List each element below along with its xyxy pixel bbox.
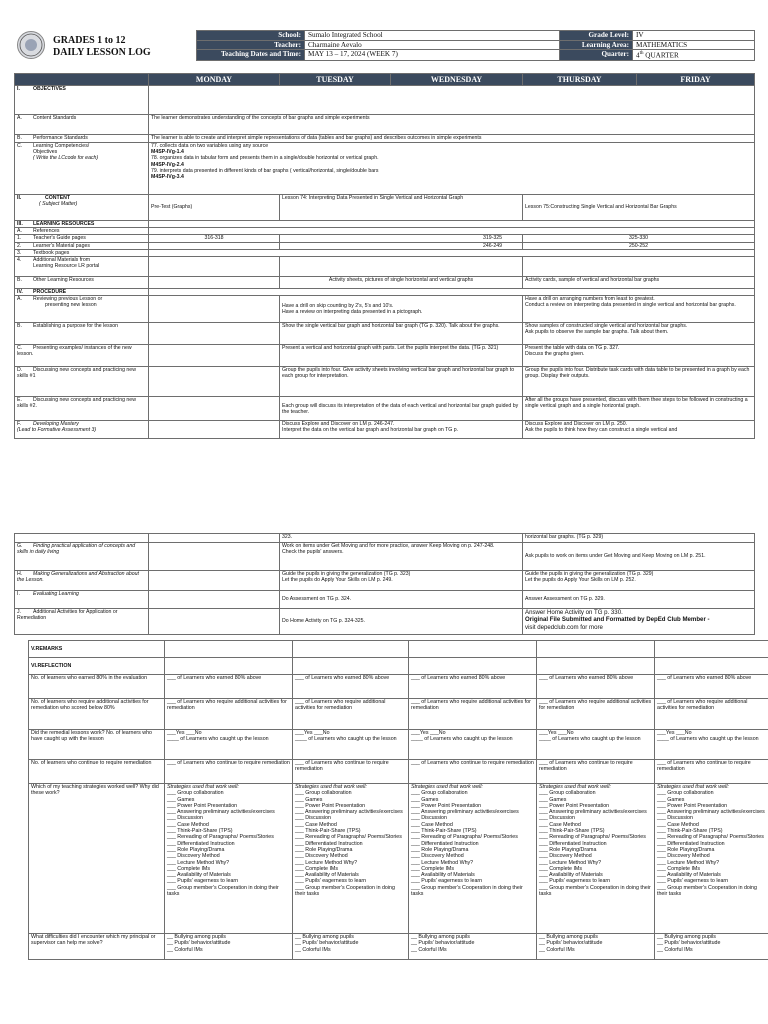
strategy-item: ___ Discussion: [167, 815, 203, 822]
day-monday: MONDAY: [149, 74, 280, 86]
strategies-wednesday: [409, 784, 537, 934]
reflection-q1: No. of learners who earned 80% in the evaluation: [29, 675, 165, 699]
strategy-item: ___ Power Point Presentation: [167, 802, 238, 809]
school-value: Sumalo Integrated School: [305, 31, 560, 41]
difficulty-item: __ Colorful IMs: [167, 946, 203, 953]
reflection-a2-tuesday: ___ of Learners who require additional activities for remediation: [293, 699, 409, 730]
strategy-item: ___ Differentiated Instruction: [411, 840, 479, 847]
reflection-a2-wednesday: ___ of Learners who require additional activities for remediation: [409, 699, 537, 730]
reflection-a3-wednesday: ___Yes ___No ____ of Learners who caught up the lesson: [409, 730, 537, 760]
procedure-heading: IV. PROCEDURE: [15, 289, 149, 296]
strategy-item: ___ Group member's Cooperation in doing their tasks: [411, 884, 523, 898]
strategy-item: ___ Discussion: [411, 815, 447, 822]
strategies-title: Strategies used that work well:: [539, 784, 611, 790]
quarter-value: 4th QUARTER: [633, 50, 755, 61]
reflection-a3-thursday: ___Yes ___No ____ of Learners who caught up the lesson: [537, 730, 655, 760]
procedure-d-label: D. Discussing new concepts and practicing new skills #1: [15, 367, 149, 397]
quarter-label: Quarter:: [560, 50, 633, 61]
strategy-item: ___ Pupils' eagerness to learn: [411, 878, 483, 885]
strategy-item: ___ Think-Pair-Share (TPS): [295, 828, 361, 835]
strategy-item: ___ Pupils' eagerness to learn: [295, 878, 367, 885]
log-title: [53, 35, 151, 59]
strategies-title: Strategies used that work well:: [167, 784, 239, 790]
strategy-item: ___ Differentiated Instruction: [167, 840, 235, 847]
log-title-line2: DAILY LESSON LOG: [53, 47, 151, 58]
procedure-blank: [149, 289, 755, 296]
difficulty-item: __ Pupils' behavior/attitude: [539, 940, 603, 947]
teaching-dates-label: Teaching Dates and Time:: [197, 50, 305, 61]
learning-resources-heading: III. LEARNING RESOURCES: [15, 221, 149, 228]
reflection-a4-thursday: ___ of Learners who continue to require remediation: [537, 760, 655, 784]
reflection-q4: No. of learners who continue to require remediation: [29, 760, 165, 784]
strategy-item: ___ Group collaboration: [411, 790, 468, 797]
strategy-item: ___ Discussion: [295, 815, 331, 822]
procedure-i-thursday: Answer Assessment on TG p. 329.: [523, 591, 755, 609]
procedure-j-thursday: Answer Home Activity on TG p. 330. Original File Submitted and Formatted by DepEd Club Member - visit depedclub.com for more: [523, 609, 755, 635]
strategy-item: ___ Rereading of Paragraphs/ Poems/Stories: [167, 834, 274, 841]
teachers-guide-wednesday: 319-325: [280, 235, 523, 242]
learning-competencies-label: C. Learning Competencies/ Objectives ( Write the LCcode for each): [15, 143, 149, 195]
procedure-f-tuesday-cont: 323.: [280, 534, 523, 543]
procedure-c-tuesday: Present a vertical and horizontal graph with parts. Let the pupils interpret the data. (TG p. 321): [280, 345, 523, 367]
reflection-a4-tuesday: ___ of Learners who continue to require remediation: [293, 760, 409, 784]
learning-resources-blank: [149, 221, 755, 228]
textbook-label: 3. Textbook pages: [15, 249, 149, 256]
strategy-item: ___ Discovery Method: [411, 853, 464, 860]
strategy-item: ___ Role Playing/Drama: [539, 846, 597, 853]
strategy-item: ___ Power Point Presentation: [411, 802, 482, 809]
procedure-d-thursday: Group the pupils into four. Distribute task cards with data table to be presented in a graph by each group. Display their outputs.: [523, 367, 755, 397]
procedure-c-label: C. Presenting examples/ instances of the new lesson.: [15, 345, 149, 367]
strategy-item: ___ Power Point Presentation: [295, 802, 366, 809]
difficulty-item: __ Pupils' behavior/attitude: [411, 940, 475, 947]
strategy-item: ___ Case Method: [167, 821, 209, 828]
log-title-line1: GRADES 1 to 12: [53, 35, 126, 46]
strategies-title: Strategies used that work well:: [295, 784, 367, 790]
strategy-item: ___ Discovery Method: [295, 853, 348, 860]
strategy-item: ___ Group collaboration: [539, 790, 596, 797]
procedure-a-label: A. Reviewing previous Lesson or presenting new lesson: [15, 296, 149, 323]
credit-line2: visit depedclub.com for more: [525, 623, 603, 631]
strategy-item: ___ Think-Pair-Share (TPS): [657, 828, 723, 835]
procedure-g-label: G. Finding practical application of concepts and skills in daily living: [15, 543, 149, 571]
strategy-item: ___ Think-Pair-Share (TPS): [167, 828, 233, 835]
lesson-log-table-continued: [14, 533, 755, 635]
reflection-a2-monday: ___ of Learners who require additional activities for remediation: [165, 699, 293, 730]
strategy-item: ___ Role Playing/Drama: [295, 846, 353, 853]
strategy-item: ___ Pupils' eagerness to learn: [539, 878, 611, 885]
days-header-blank: [15, 74, 149, 86]
strategy-item: ___ Answering preliminary activities/exercises: [539, 809, 647, 816]
reflection-table: [28, 640, 768, 960]
strategy-item: ___ Think-Pair-Share (TPS): [411, 828, 477, 835]
procedure-b-tuesday: Show the single vertical bar graph and horizontal bar graph (TG p. 320). Talk about the graphs.: [280, 323, 523, 345]
strategy-item: ___ Answering preliminary activities/exercises: [411, 809, 519, 816]
strategy-item: ___ Availability of Materials: [411, 872, 475, 879]
procedure-j-label: J. Additional Activities for Application or Remediation: [15, 609, 149, 635]
procedure-j-tuesday: Do Home Activity on TG p. 324-325.: [280, 609, 523, 635]
difficulties-wednesday: [409, 934, 537, 960]
procedure-d-tuesday: Group the pupils into four. Give activity sheets involving vertical bar graph and horizontal bar graph to each group for interpretation.: [280, 367, 523, 397]
content-thursday: Lesson 75:Constructing Single Vertical and Horizontal Bar Graphs: [523, 195, 755, 221]
teachers-guide-monday: 316-318: [149, 235, 280, 242]
strategy-item: ___ Lecture Method Why?: [167, 859, 230, 866]
strategy-item: ___ Group member's Cooperation in doing their tasks: [657, 884, 757, 898]
strategy-item: ___ Answering preliminary activities/exercises: [167, 809, 275, 816]
procedure-a-tuesday: Have a drill on skip counting by 2's, 5's and 10's. Have a review on interpreting data presented in a pictograph.: [280, 296, 523, 323]
reflection-a4-friday: ___ of Learners who continue to require remediation: [655, 760, 768, 784]
difficulty-item: __ Bullying among pupils: [295, 934, 354, 940]
procedure-g-tuesday: Work on items under Get Moving and for more practice, answer Keep Moving on p. 247-248. Check the pupils' answers.: [280, 543, 523, 571]
strategy-item: ___ Differentiated Instruction: [657, 840, 725, 847]
objectives-blank: [149, 86, 755, 115]
reflection-q5: Which of my teaching strategies worked well? Why did these work?: [29, 784, 165, 934]
reflection-a1-monday: ___ of Learners who earned 80% above: [165, 675, 293, 699]
strategy-item: ___ Group collaboration: [657, 790, 714, 797]
strategy-item: ___ Complete IMs: [411, 865, 454, 872]
day-tuesday: TUESDAY: [280, 74, 391, 86]
reflection-a3-tuesday: ___Yes ___No ____ of Learners who caught up the lesson: [293, 730, 409, 760]
reflection-a2-thursday: ___ of Learners who require additional activities for remediation: [537, 699, 655, 730]
difficulty-item: __ Bullying among pupils: [167, 934, 226, 940]
reflection-q3: Did the remedial lessons work? No. of learners who have caught up with the lesson: [29, 730, 165, 760]
reflection-a4-monday: ___ of Learners who continue to require remediation: [165, 760, 293, 784]
procedure-h-thursday: Guide the pupils in giving the generalization (TG p. 329) Let the pupils do Apply Your Skills on LM p. 252.: [523, 571, 755, 591]
strategies-title: Strategies used that work well:: [411, 784, 483, 790]
procedure-i-tuesday: Do Assessment on TG p. 324.: [280, 591, 523, 609]
learners-material-wednesday: 246-249: [280, 242, 523, 249]
strategy-item: ___ Role Playing/Drama: [411, 846, 469, 853]
strategy-item: ___ Group member's Cooperation in doing their tasks: [167, 884, 279, 898]
other-resources-tuesday: Activity sheets, pictures of single horizontal and vertical graphs: [280, 277, 523, 289]
teacher-value: Charmaine Aevalo: [305, 40, 560, 50]
reflection-a1-thursday: ___ of Learners who earned 80% above: [537, 675, 655, 699]
strategy-item: ___ Discovery Method: [657, 853, 710, 860]
difficulties-tuesday: [293, 934, 409, 960]
strategy-item: ___ Lecture Method Why?: [657, 859, 720, 866]
reflection-a3-friday: ___Yes ___No ____ of Learners who caught up the lesson: [655, 730, 768, 760]
strategy-item: ___ Power Point Presentation: [539, 802, 610, 809]
difficulty-item: __ Bullying among pupils: [539, 934, 598, 940]
strategy-item: ___ Games: [657, 796, 685, 803]
strategy-item: ___ Complete IMs: [539, 865, 582, 872]
teachers-guide-label: 1. Teacher's Guide pages: [15, 235, 149, 242]
strategy-item: ___ Complete IMs: [657, 865, 700, 872]
reflection-a1-friday: ___ of Learners who earned 80% above: [655, 675, 768, 699]
strategy-item: ___ Answering preliminary activities/exercises: [657, 809, 765, 816]
strategy-item: ___ Think-Pair-Share (TPS): [539, 828, 605, 835]
learners-material-label: 2. Learner's Material pages: [15, 242, 149, 249]
content-standards-text: The learner demonstrates understanding of the concepts of bar graphs and simple experiments: [149, 115, 755, 135]
performance-standards-text: The learner is able to create and interpret simple representations of data (tables and bar graphs) and describes outcomes in simple experiments: [149, 135, 755, 143]
difficulties-monday: [165, 934, 293, 960]
strategy-item: ___ Complete IMs: [167, 865, 210, 872]
strategy-item: ___ Complete IMs: [295, 865, 338, 872]
strategy-item: ___ Games: [539, 796, 567, 803]
strategy-item: ___ Games: [167, 796, 195, 803]
procedure-g-thursday: Ask pupils to work on items under Get Moving and Keep Moving on LM p. 251.: [523, 543, 755, 571]
reflection-a4-wednesday: ___ of Learners who continue to require remediation: [409, 760, 537, 784]
difficulties-friday: [655, 934, 768, 960]
procedure-f-thursday-cont: horizontal bar graphs. (TG p. 329): [523, 534, 755, 543]
procedure-e-tuesday: Each group will discuss its interpretation of the data of each vertical and horizontal bar graph guided by the teacher.: [280, 397, 523, 421]
strategy-item: ___ Availability of Materials: [167, 872, 231, 879]
strategies-thursday: [537, 784, 655, 934]
procedure-h-label: H. Making Generalizations and Abstraction about the Lesson.: [15, 571, 149, 591]
textbook-blank: [149, 249, 755, 256]
procedure-b-thursday: Show samples of constructed single vertical and horizontal bar graphs. Ask pupils to observe the sample bar graphs. Talk about them.: [523, 323, 755, 345]
teaching-dates-value: MAY 13 – 17, 2024 (WEEK 7): [305, 50, 560, 61]
school-label: School:: [197, 31, 305, 41]
header-table: [196, 30, 755, 61]
day-wednesday: WEDNESDAY: [391, 74, 523, 86]
day-thursday: THURSDAY: [523, 74, 637, 86]
strategy-item: ___ Discovery Method: [539, 853, 592, 860]
procedure-c-thursday: Present the table with data on TG p. 327. Discuss the graphs given.: [523, 345, 755, 367]
strategy-item: ___ Differentiated Instruction: [295, 840, 363, 847]
reflection-q6: What difficulties did I encounter which my principal or supervisor can help me solve?: [29, 934, 165, 960]
other-resources-thursday: Activity cards, sample of vertical and horizontal bar graphs: [523, 277, 755, 289]
objectives-heading: I. OBJECTIVES: [15, 86, 149, 115]
strategy-item: ___ Discovery Method: [167, 853, 220, 860]
difficulty-item: __ Bullying among pupils: [657, 934, 716, 940]
procedure-a-thursday: Have a drill on arranging numbers from least to greatest. Conduct a review on interpreting data presented in single vertical and horizontal bar graphs.: [523, 296, 755, 323]
strategy-item: ___ Case Method: [411, 821, 453, 828]
strategy-item: ___ Discussion: [657, 815, 693, 822]
strategy-item: ___ Role Playing/Drama: [657, 846, 715, 853]
strategies-monday: [165, 784, 293, 934]
grade-level-label: Grade Level:: [560, 31, 633, 41]
strategy-item: ___ Lecture Method Why?: [539, 859, 602, 866]
difficulty-item: __ Colorful IMs: [657, 946, 693, 953]
strategy-item: ___ Case Method: [295, 821, 337, 828]
difficulty-item: __ Bullying among pupils: [411, 934, 470, 940]
strategy-item: ___ Rereading of Paragraphs/ Poems/Stories: [539, 834, 646, 841]
strategy-item: ___ Rereading of Paragraphs/ Poems/Stories: [295, 834, 402, 841]
deped-seal-logo: [17, 31, 45, 59]
difficulty-item: __ Pupils' behavior/attitude: [295, 940, 359, 947]
learning-area-value: MATHEMATICS: [633, 40, 755, 50]
references-label: A. References: [15, 228, 149, 235]
strategy-item: ___ Availability of Materials: [539, 872, 603, 879]
strategy-item: ___ Availability of Materials: [657, 872, 721, 879]
learning-competencies-text: 77. collects data on two variables using any source M4SP-IVg-1.4 78. organizes data in tabular form and presents them in a single/double horizontal or vertical graph. M4SP-IVg-2.4 79. interprets data presented in different kinds of bar graphs ( vertical/horizontal, single/double bars M4SP-IVg-3.4: [149, 143, 755, 195]
content-label: II. CONTENT ( Subject Matter): [15, 195, 149, 221]
remarks-heading: V.REMARKS: [29, 641, 165, 658]
strategies-tuesday: [293, 784, 409, 934]
strategy-item: ___ Discussion: [539, 815, 575, 822]
learning-area-label: Learning Area:: [560, 40, 633, 50]
reflection-a1-tuesday: ___ of Learners who earned 80% above: [293, 675, 409, 699]
content-monday: Pre-Test (Graphs): [149, 195, 280, 221]
strategy-item: ___ Availability of Materials: [295, 872, 359, 879]
reflection-q2: No. of learners who require additional activities for remediation who scored below 80%: [29, 699, 165, 730]
strategy-item: ___ Pupils' eagerness to learn: [167, 878, 239, 885]
procedure-b-label: B. Establishing a purpose for the lesson: [15, 323, 149, 345]
reflection-a3-monday: ___Yes ___No ____ of Learners who caught up the lesson: [165, 730, 293, 760]
references-blank: [149, 228, 755, 235]
procedure-f-tuesday: Discuss Explore and Discover on LM p. 246-247. Interpret the data on the vertical bar graph and horizontal bar graph on TG p.: [280, 421, 523, 439]
content-tuesday: Lesson 74: Interpreting Data Presented in Single Vertical and Horizontal Graph: [280, 195, 523, 221]
strategy-item: ___ Lecture Method Why?: [411, 859, 474, 866]
strategy-item: ___ Answering preliminary activities/exercises: [295, 809, 403, 816]
strategy-item: ___ Group collaboration: [295, 790, 352, 797]
strategy-item: ___ Case Method: [657, 821, 699, 828]
difficulty-item: __ Colorful IMs: [539, 946, 575, 953]
teachers-guide-friday: 325-330: [523, 235, 755, 242]
lesson-log-table: [14, 73, 755, 439]
procedure-e-label: E. Discussing new concepts and practicing new skills #2.: [15, 397, 149, 421]
strategy-item: ___ Group member's Cooperation in doing their tasks: [539, 884, 651, 898]
strategies-friday: [655, 784, 768, 934]
other-resources-label: B. Other Learning Resources: [15, 277, 149, 289]
strategy-item: ___ Rereading of Paragraphs/ Poems/Stories: [411, 834, 518, 841]
additional-materials-label: 4. Additional Materials from Learning Resource LR portal: [15, 257, 149, 277]
difficulty-item: __ Pupils' behavior/attitude: [167, 940, 231, 947]
procedure-f-thursday: Discuss Explore and Discover on LM p. 250. Ask the pupils to think how they can construct a single vertical and: [523, 421, 755, 439]
procedure-h-tuesday: Guide the pupils in giving the generalization (TG p. 323) Let the pupils do Apply Your Skills on LM p. 249.: [280, 571, 523, 591]
grade-level-value: IV: [633, 31, 755, 41]
performance-standards-label: B. Performance Standards: [15, 135, 149, 143]
strategy-item: ___ Case Method: [539, 821, 581, 828]
strategy-item: ___ Group collaboration: [167, 790, 224, 797]
difficulty-item: __ Colorful IMs: [411, 946, 447, 953]
learners-material-friday: 250-252: [523, 242, 755, 249]
difficulty-item: __ Colorful IMs: [295, 946, 331, 953]
strategy-item: ___ Role Playing/Drama: [167, 846, 225, 853]
procedure-i-label: I. Evaluating Learning: [15, 591, 149, 609]
strategy-item: ___ Games: [295, 796, 323, 803]
procedure-e-thursday: After all the groups have presented, discuss with them thee steps to be followed in constructing a single vertical graph and a single horizontal graph.: [523, 397, 755, 421]
difficulty-item: __ Pupils' behavior/attitude: [657, 940, 721, 947]
teacher-label: Teacher:: [197, 40, 305, 50]
procedure-f-label: F. Developing Mastery (Lead to Formative Assessment 3): [15, 421, 149, 439]
strategy-item: ___ Lecture Method Why?: [295, 859, 358, 866]
day-friday: FRIDAY: [637, 74, 755, 86]
credit-line1: Original File Submitted and Formatted by DepEd Club Member -: [525, 616, 710, 624]
reflection-a2-friday: ___ of Learners who require additional activities for remediation: [655, 699, 768, 730]
strategy-item: ___ Pupils' eagerness to learn: [657, 878, 729, 885]
strategy-item: ___ Games: [411, 796, 439, 803]
strategy-item: ___ Rereading of Paragraphs/ Poems/Stories: [657, 834, 764, 841]
reflection-a1-wednesday: ___ of Learners who earned 80% above: [409, 675, 537, 699]
strategies-title: Strategies used that work well:: [657, 784, 729, 790]
strategy-item: ___ Power Point Presentation: [657, 802, 728, 809]
strategy-item: ___ Group member's Cooperation in doing their tasks: [295, 884, 395, 898]
strategy-item: ___ Differentiated Instruction: [539, 840, 607, 847]
content-standards-label: A. Content Standards: [15, 115, 149, 135]
reflection-heading: VI.REFLECTION: [29, 658, 165, 675]
difficulties-thursday: [537, 934, 655, 960]
